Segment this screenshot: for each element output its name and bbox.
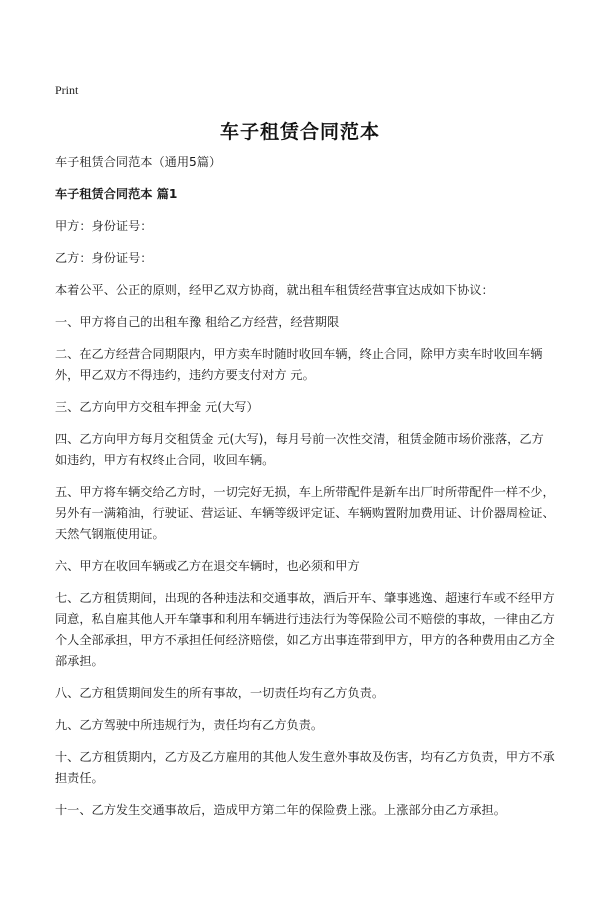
section-heading: 车子租赁合同范本 篇1 — [55, 187, 178, 201]
clause-9: 九、乙方驾驶中所违规行为，责任均有乙方负责。 — [55, 718, 324, 732]
document-body — [55, 152, 555, 832]
clause-10: 十、乙方租赁期内，乙方及乙方雇用的其他人发生意外事故及伤害，均有乙方负责，甲方不承担责任。 — [55, 750, 555, 785]
clause-3: 三、乙方向甲方交租车押金 元(大写） — [55, 400, 259, 414]
clause-11: 十一、乙方发生交通事故后，造成甲方第二年的保险费上涨。上涨部分由乙方承担。 — [55, 803, 506, 817]
print-label: Print — [55, 83, 79, 97]
document-title: 车子租赁合同范本 — [219, 121, 380, 143]
party-a-line: 甲方：身份证号： — [55, 219, 153, 233]
clause-4: 四、乙方向甲方每月交租赁金 元(大写)，每月号前一次性交清，租赁金随市场价涨落，乙方如违约，甲方有权终止合同，收回车辆。 — [55, 432, 544, 467]
clause-6: 六、甲方在收回车辆或乙方在退交车辆时，也必须和甲方 — [55, 559, 360, 573]
clause-1: 一、甲方将自己的出租车豫 租给乙方经营，经营期限 — [55, 315, 340, 329]
document-subtitle: 车子租赁合同范本（通用5篇） — [55, 155, 222, 169]
clause-8: 八、乙方租赁期间发生的所有事故，一切责任均有乙方负责。 — [55, 686, 385, 700]
clause-7: 七、乙方租赁期间，出现的各种违法和交通事故，酒后开车、肇事逃逸、超速行车或不经甲方同意，私自雇其他人开车肇事和利用车辆进行违法行为等保险公司不赔偿的事故，一律由乙方个人全部承担，甲方不承担任何经济赔偿，如乙方出事连带到甲方，甲方的各种费用由乙方全部承担。 — [55, 591, 555, 668]
clause-2: 二、在乙方经营合同期限内，甲方卖车时随时收回车辆，终止合同，除甲方卖车时收回车辆外，甲乙双方不得违约，违约方要支付对方 元。 — [55, 347, 543, 382]
party-b-line: 乙方：身份证号： — [55, 251, 153, 265]
paragraph-intro: 本着公平、公正的原则，经甲乙双方协商，就出租车租赁经营事宜达成如下协议： — [55, 283, 494, 297]
clause-5: 五、甲方将车辆交给乙方时，一切完好无损，车上所带配件是新车出厂时所带配件一样不少，另外有一满箱油，行驶证、营运证、车辆等级评定证、车辆购置附加费用证、计价器周检证、天然气钢瓶使用证。 — [55, 485, 555, 541]
